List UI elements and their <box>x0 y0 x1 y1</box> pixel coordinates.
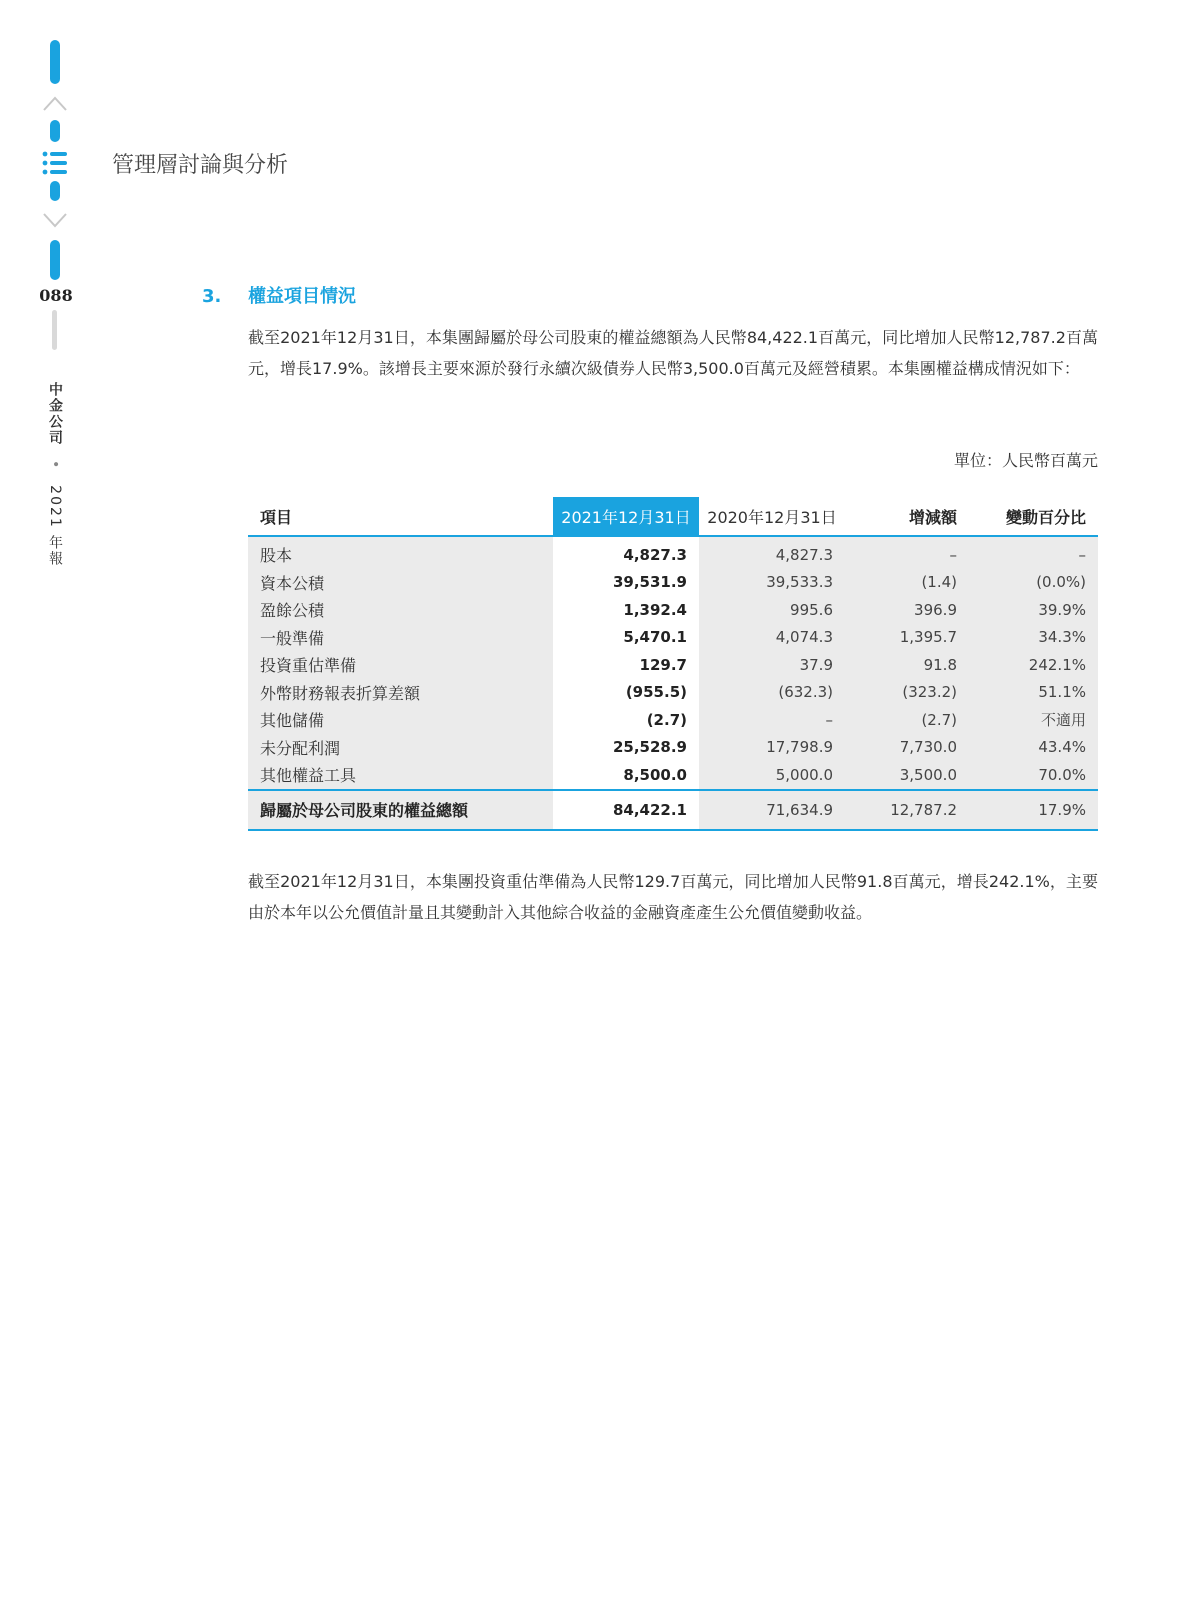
row-change: 3,500.0 <box>845 761 969 790</box>
row-previous: 4,074.3 <box>699 624 845 652</box>
row-item: 資本公積 <box>248 569 553 597</box>
row-previous: – <box>699 706 845 734</box>
row-current: (955.5) <box>553 679 699 707</box>
chevron-down-icon <box>40 210 70 232</box>
row-item: 盈餘公積 <box>248 596 553 624</box>
table-row <box>248 679 1098 707</box>
header-previous-year: 2020年12月31日 <box>699 497 845 536</box>
next-page-button[interactable] <box>40 210 70 232</box>
table-row <box>248 569 1098 597</box>
row-previous: (632.3) <box>699 679 845 707</box>
row-item: 未分配利潤 <box>248 734 553 762</box>
row-item: 其他儲備 <box>248 706 553 734</box>
row-change: (323.2) <box>845 679 969 707</box>
row-item: 股本 <box>248 536 553 569</box>
row-current: 39,531.9 <box>553 569 699 597</box>
table-row <box>248 734 1098 762</box>
caption-separator: • <box>47 460 63 471</box>
company-name: 中金公司 <box>47 382 63 446</box>
row-change: 7,730.0 <box>845 734 969 762</box>
total-change: 12,787.2 <box>845 790 969 830</box>
row-current: 8,500.0 <box>553 761 699 790</box>
row-item: 外幣財務報表折算差額 <box>248 679 553 707</box>
revaluation-paragraph: 截至2021年12月31日，本集團投資重估準備為人民幣129.7百萬元，同比增加人民幣91.8百萬元，增長242.1%，主要由於本年以公允價值計量且其變動計入其他綜合收益的金融資產產生公允價值變動收益。 <box>248 872 1098 922</box>
report-name: 2021 年報 <box>47 485 63 568</box>
rail-segment <box>50 120 60 142</box>
total-previous: 71,634.9 <box>699 790 845 830</box>
total-percent: 17.9% <box>969 790 1098 830</box>
page-number: 088 <box>39 286 73 305</box>
list-menu-icon <box>41 150 69 176</box>
row-change: 1,395.7 <box>845 624 969 652</box>
row-percent: (0.0%) <box>969 569 1098 597</box>
row-item: 一般準備 <box>248 624 553 652</box>
row-percent: 39.9% <box>969 596 1098 624</box>
header-percent: 變動百分比 <box>969 497 1098 536</box>
row-current: (2.7) <box>553 706 699 734</box>
section-heading <box>202 282 356 308</box>
row-percent: 43.4% <box>969 734 1098 762</box>
row-current: 25,528.9 <box>553 734 699 762</box>
total-current: 84,422.1 <box>553 790 699 830</box>
row-previous: 995.6 <box>699 596 845 624</box>
row-percent: 51.1% <box>969 679 1098 707</box>
row-previous: 39,533.3 <box>699 569 845 597</box>
table-row <box>248 536 1098 569</box>
table-row <box>248 624 1098 652</box>
row-current: 1,392.4 <box>553 596 699 624</box>
header-change: 增減額 <box>845 497 969 536</box>
header-item: 項目 <box>248 497 553 536</box>
row-previous: 5,000.0 <box>699 761 845 790</box>
rail-segment-current <box>50 240 60 280</box>
row-change: 396.9 <box>845 596 969 624</box>
row-percent: 不適用 <box>969 706 1098 734</box>
unit-note: 單位：人民幣百萬元 <box>953 451 1098 470</box>
row-current: 5,470.1 <box>553 624 699 652</box>
row-change: 91.8 <box>845 651 969 679</box>
chevron-up-icon <box>40 92 70 114</box>
row-item: 投資重估準備 <box>248 651 553 679</box>
chapter-title: 管理層討論與分析 <box>112 153 289 178</box>
row-percent: 34.3% <box>969 624 1098 652</box>
table-header-row <box>248 497 1098 536</box>
section-heading-text: 權益項目情況 <box>248 286 356 307</box>
equity-table <box>248 497 1098 831</box>
row-percent: – <box>969 536 1098 569</box>
contents-menu-button[interactable] <box>41 150 69 176</box>
row-current: 129.7 <box>553 651 699 679</box>
table-row <box>248 706 1098 734</box>
row-current: 4,827.3 <box>553 536 699 569</box>
table-row <box>248 651 1098 679</box>
table-total-row <box>248 790 1098 830</box>
rail-segment-top <box>50 40 60 84</box>
table-row <box>248 761 1098 790</box>
previous-page-button[interactable] <box>40 92 70 114</box>
table-row <box>248 596 1098 624</box>
row-change: (1.4) <box>845 569 969 597</box>
header-current-year: 2021年12月31日 <box>553 497 699 536</box>
row-previous: 4,827.3 <box>699 536 845 569</box>
intro-paragraph: 截至2021年12月31日，本集團歸屬於母公司股東的權益總額為人民幣84,422.1百萬元，同比增加人民幣12,787.2百萬元，增長17.9%。該增長主要來源於發行永續次級債券人民幣3,500.0百萬元及經營積累。本集團權益構成情況如下： <box>248 328 1098 378</box>
row-change: (2.7) <box>845 706 969 734</box>
row-item: 其他權益工具 <box>248 761 553 790</box>
report-caption <box>45 382 65 567</box>
row-percent: 242.1% <box>969 651 1098 679</box>
row-change: – <box>845 536 969 569</box>
row-previous: 17,798.9 <box>699 734 845 762</box>
rail-segment-inactive <box>52 310 57 350</box>
row-previous: 37.9 <box>699 651 845 679</box>
section-number: 3. <box>202 286 222 307</box>
rail-segment <box>50 181 60 201</box>
total-item: 歸屬於母公司股東的權益總額 <box>248 790 553 830</box>
row-percent: 70.0% <box>969 761 1098 790</box>
